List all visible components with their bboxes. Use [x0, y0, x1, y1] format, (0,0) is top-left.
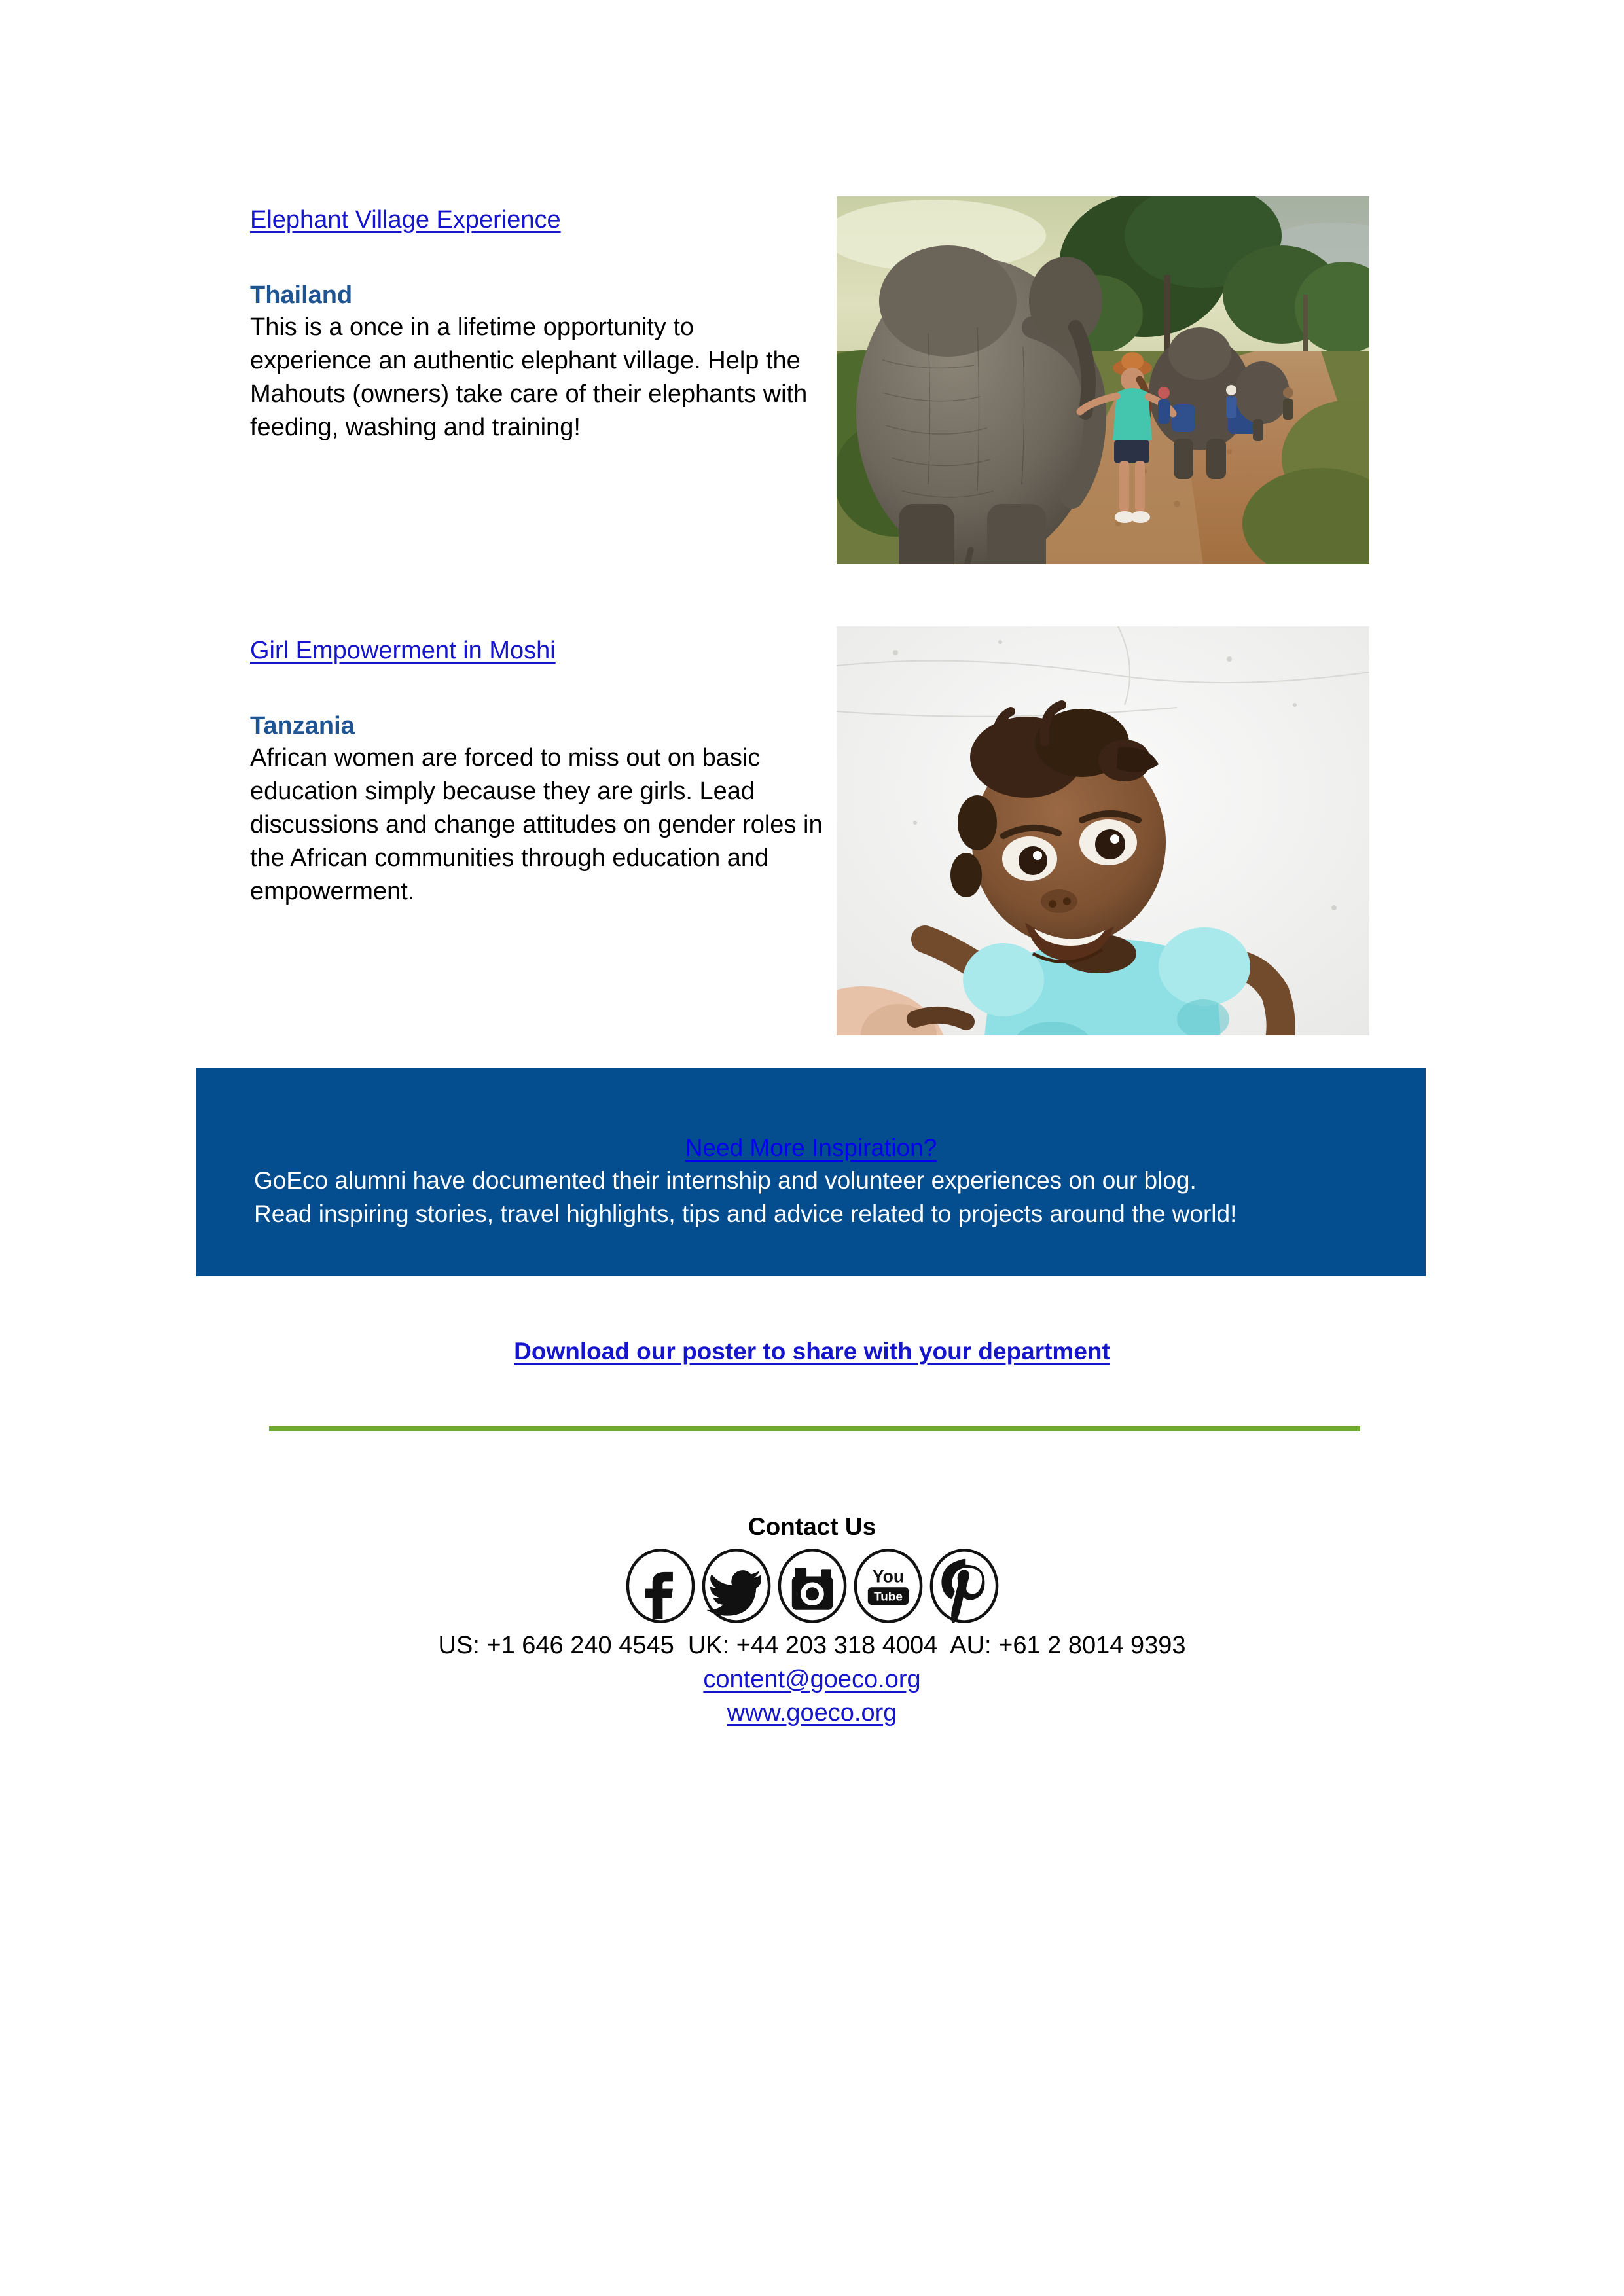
project-country-heading: Tanzania — [250, 711, 355, 740]
project-block-elephant-village — [250, 204, 813, 444]
svg-text:Tube: Tube — [873, 1590, 903, 1604]
download-poster-link[interactable]: Download our poster to share with your department — [514, 1338, 1110, 1365]
twitter-icon[interactable] — [700, 1547, 773, 1624]
contact-website-link[interactable]: www.goeco.org — [727, 1699, 897, 1727]
youtube-icon[interactable] — [852, 1547, 925, 1624]
project-block-girl-empowerment — [250, 635, 823, 908]
need-more-inspiration-link[interactable]: Need More Inspiration? — [685, 1134, 937, 1161]
project-title-link[interactable]: Elephant Village Experience — [250, 206, 561, 234]
inspiration-banner — [196, 1068, 1426, 1276]
instagram-icon[interactable] — [776, 1547, 849, 1624]
pinterest-icon[interactable] — [928, 1547, 1001, 1624]
social-links-row — [0, 1547, 1624, 1624]
project-country-heading: Thailand — [250, 281, 353, 309]
inspiration-banner-content — [196, 1132, 1426, 1230]
contact-us-heading: Contact Us — [748, 1513, 876, 1540]
svg-text:You: You — [872, 1566, 904, 1587]
project-description: This is a once in a lifetime opportunity to experience an authentic elephant village. Help the Mahouts (owners) take care of their elephants with feeding, washing and training! — [250, 314, 808, 441]
contact-email-link[interactable]: content@goeco.org — [703, 1665, 921, 1693]
inspiration-line-1: GoEco alumni have documented their internship and volunteer experiences on our blog. — [254, 1167, 1197, 1194]
facebook-icon[interactable] — [624, 1547, 697, 1624]
project-photo-girl-empowerment — [837, 626, 1369, 1035]
contact-section — [0, 1512, 1624, 1729]
project-title-link[interactable]: Girl Empowerment in Moshi — [250, 637, 556, 664]
green-divider — [269, 1426, 1360, 1431]
inspiration-line-2: Read inspiring stories, travel highlights, tips and advice related to projects around the world! — [254, 1200, 1237, 1228]
contact-phone-numbers: US: +1 646 240 4545 UK: +44 203 318 4004 AU: +61 2 8014 9393 — [438, 1632, 1186, 1660]
project-photo-elephant-village — [837, 196, 1369, 564]
project-description: African women are forced to miss out on basic education simply because they are girls. Lead discussions and change attitudes on gender roles in the African communities through education and empowerment. — [250, 744, 823, 905]
